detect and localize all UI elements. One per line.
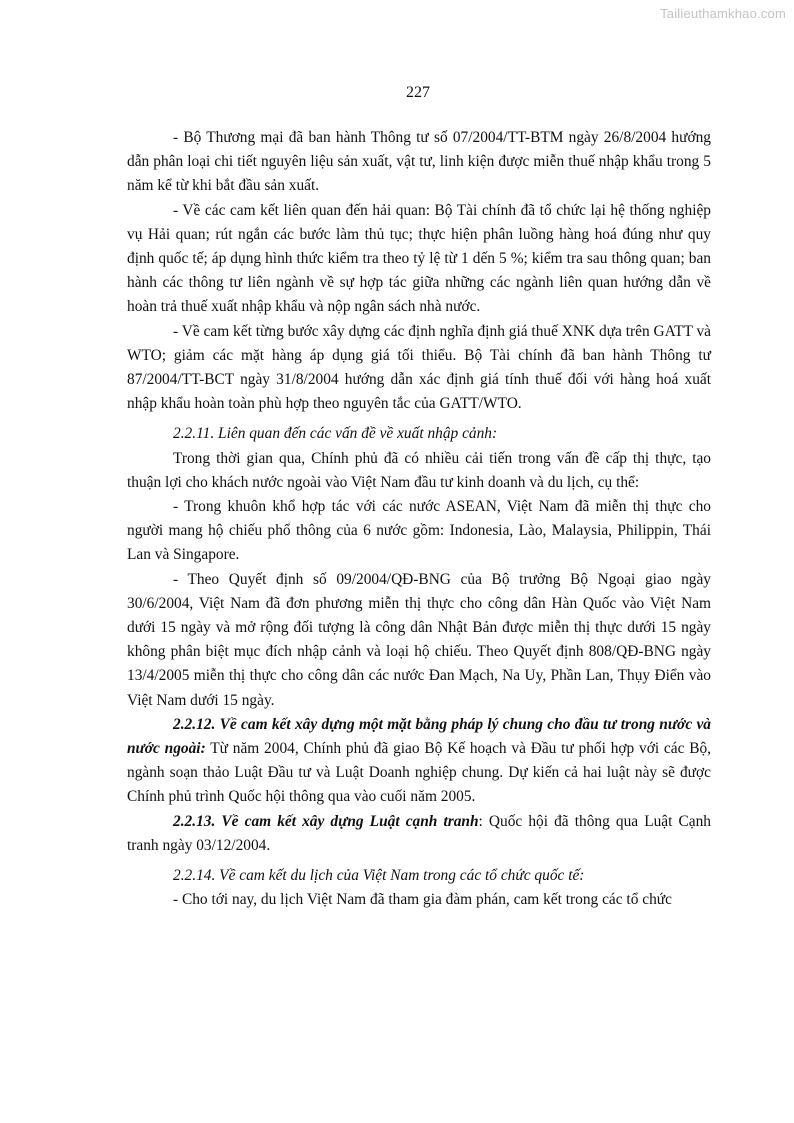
section-heading-2-2-14: 2.2.14. Về cam kết du lịch của Việt Nam trong các tổ chức quốc tế: — [173, 867, 585, 885]
watermark: Tailieuthamkhao.com — [660, 6, 786, 21]
section-heading-2-2-13: 2.2.13. Về cam kết xây dựng Luật cạnh tranh — [173, 812, 479, 830]
paragraph-text: : Quốc hội đã thông qua Luật Cạnh tranh ngày 03/12/2004. — [127, 812, 711, 854]
paragraph: - Trong khuôn khổ hợp tác với các nước ASEAN, Việt Nam đã miễn thị thực cho người mang hộ chiếu phổ thông của 6 nước gồm: Indonesia, Lào, Malaysia, Philippin, Thái Lan và Singapore. — [127, 498, 711, 564]
paragraph: - Theo Quyết định số 09/2004/QĐ-BNG của Bộ trưởng Bộ Ngoại giao ngày 30/6/2004, Việt Nam đã đơn phương miễn thị thực cho công dân Hàn Quốc vào Việt Nam dưới 15 ngày và mở rộng đối tượng là công dân Nhật Bản được miễn thị thực dưới 15 ngày không phân biệt mục đích nhập cảnh và loại hộ chiếu. Theo Quyết định 808/QĐ-BNG ngày 13/4/2005 miễn thị thực cho công dân các nước Đan Mạch, Na Uy, Phần Lan, Thụy Điển vào Việt Nam dưới 15 ngày. — [127, 570, 711, 709]
page-number: 227 — [406, 84, 430, 101]
paragraph-2-2-12 — [127, 713, 711, 810]
paragraph-2-2-13 — [127, 810, 711, 858]
document-body — [127, 126, 711, 913]
paragraph: - Về cam kết từng bước xây dựng các định nghĩa định giá thuế XNK dựa trên GATT và WTO; giảm các mặt hàng áp dụng giá tối thiểu. Bộ Tài chính đã ban hành Thông tư 87/2004/TT-BCT ngày 31/8/2004 hướng dẫn xác định giá tính thuế đối với hàng hoá xuất nhập khẩu hoàn toàn phù hợp theo nguyên tắc của GATT/WTO. — [127, 322, 711, 413]
paragraph: - Cho tới nay, du lịch Việt Nam đã tham gia đàm phán, cam kết trong các tổ chức — [173, 891, 672, 909]
paragraph-text: Từ năm 2004, Chính phủ đã giao Bộ Kế hoạch và Đầu tư phối hợp với các Bộ, ngành soạn thảo Luật Đầu tư và Luật Doanh nghiệp chung. Dự kiến cả hai luật này sẽ được Chính phủ trình Quốc hội thông qua vào cuối năm 2005. — [127, 740, 711, 806]
paragraph: - Về các cam kết liên quan đến hải quan: Bộ Tài chính đã tổ chức lại hệ thống nghiệp vụ Hải quan; rút ngắn các bước làm thủ tục; thực hiện phân luồng hàng hoá đúng như quy định quốc tế; áp dụng hình thức kiểm tra theo tỷ lệ từ 1 dến 5 %; kiểm tra sau thông quan; ban hành các thông tư liên ngành về sự hợp tác giữa những các ngành liên quan hướng dẫn về hoàn trả thuế xuất nhập khẩu và nộp ngân sách nhà nước. — [127, 201, 711, 316]
paragraph: Trong thời gian qua, Chính phủ đã có nhiều cải tiến trong vấn đề cấp thị thực, tạo thuận lợi cho khách nước ngoài vào Việt Nam đầu tư kinh doanh và du lịch, cụ thể: — [127, 449, 711, 491]
section-heading-2-2-11: 2.2.11. Liên quan đến các vấn đề về xuất nhập cảnh: — [173, 425, 498, 443]
section-heading-2-2-12: 2.2.12. Về cam kết xây dựng một mặt bằng pháp lý chung cho đầu tư trong nước và nước ngoài: — [127, 715, 711, 758]
paragraph: - Bộ Thương mại đã ban hành Thông tư số 07/2004/TT-BTM ngày 26/8/2004 hướng dẫn phân loại chi tiết nguyên liệu sản xuất, vật tư, linh kiện được miễn thuế nhập khẩu trong 5 năm kể từ khi bắt đầu sản xuất. — [127, 129, 711, 195]
